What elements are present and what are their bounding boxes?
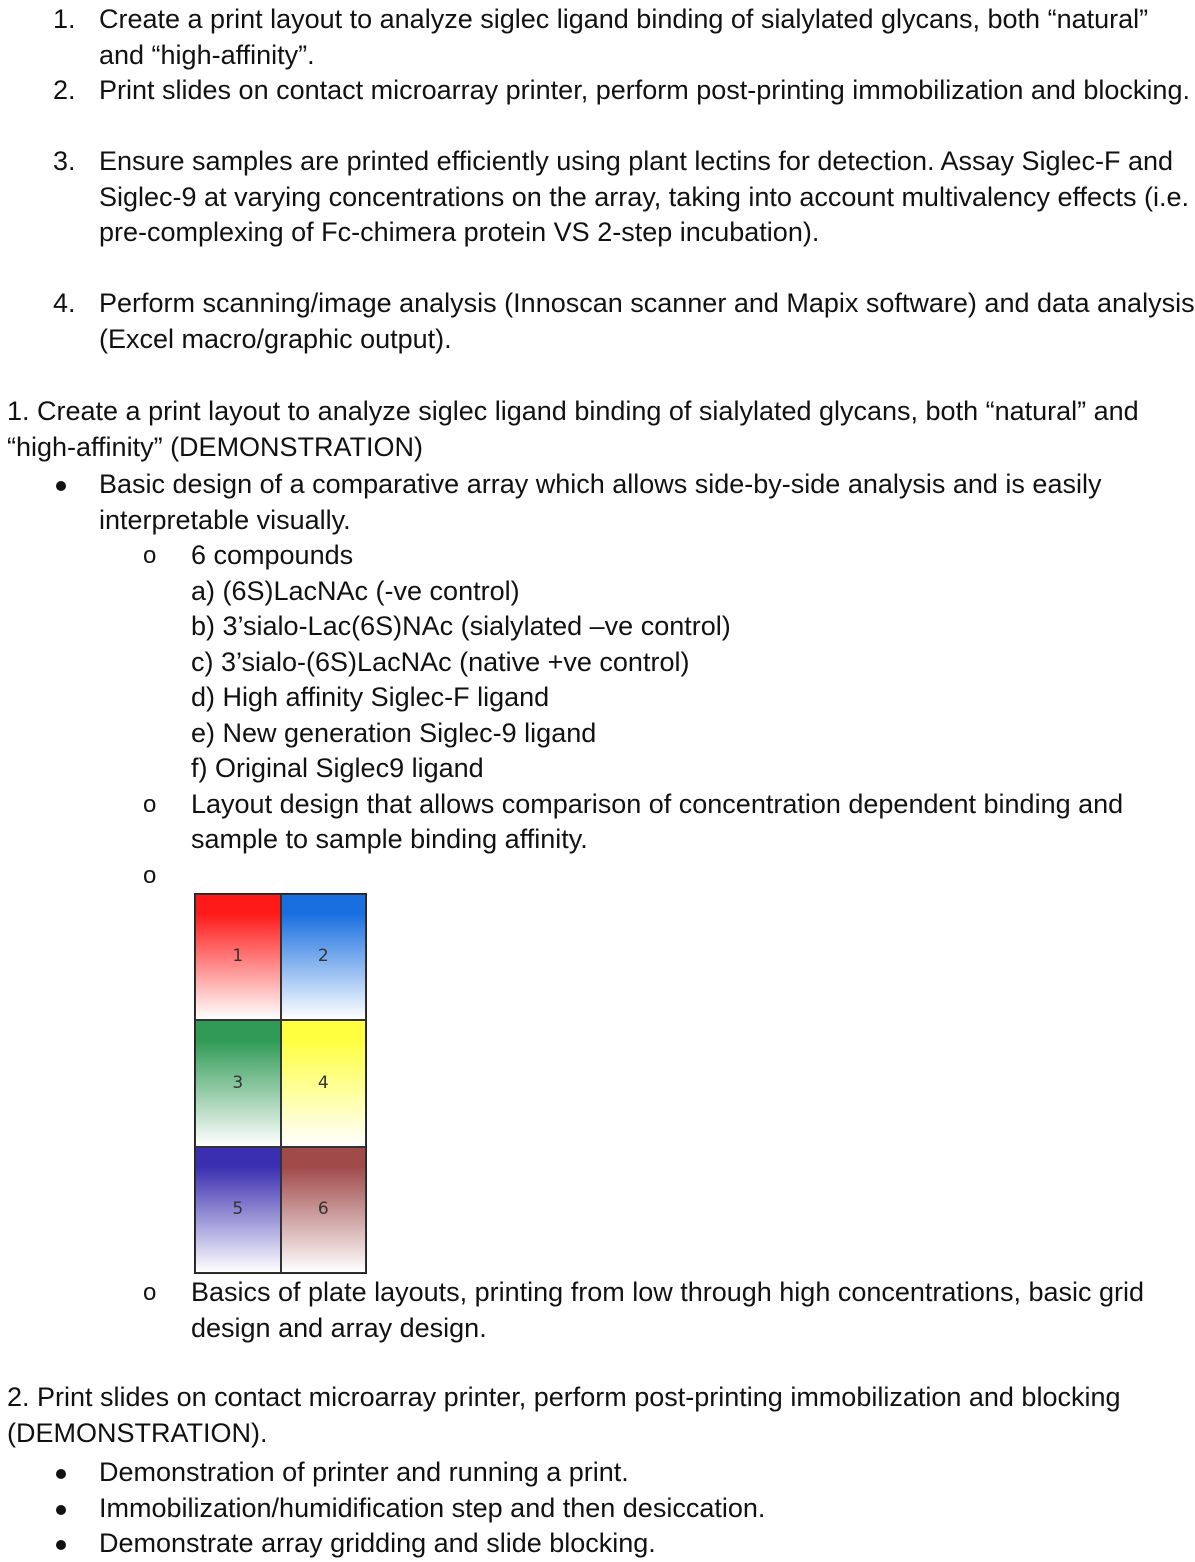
compound-item: c) 3’sialo-(6S)LacNAc (native +ve control) (191, 646, 690, 677)
sub-bullet-item (0, 1275, 1195, 1346)
grid-cell (195, 894, 281, 1020)
sub-bullet-item (0, 538, 1195, 574)
section1-basics (0, 1275, 1195, 1346)
sub-bullet-marker: o (143, 542, 157, 569)
basics-text: Basics of plate layouts, printing from low through high concentrations, basic grid design and array design. (191, 1277, 1145, 1343)
item-number: 1. (53, 4, 76, 34)
sub-bullet-marker: o (143, 861, 157, 889)
overview-item (0, 286, 1195, 357)
item-number: 3. (53, 146, 76, 176)
grid-cell (195, 1020, 281, 1146)
sub-bullet-item (0, 858, 1195, 894)
grid-cell-label: 2 (317, 946, 329, 967)
bullet-dot (56, 1469, 66, 1479)
bullet-text: Demonstration of printer and running a print. (99, 1457, 629, 1487)
array-layout-grid (194, 893, 367, 1274)
bullet-item (0, 1455, 1195, 1491)
grid-cell-label: 5 (232, 1199, 244, 1220)
grid-cell-label: 6 (317, 1199, 329, 1220)
overview-item (0, 2, 1195, 73)
bullet-item (0, 467, 1195, 538)
compounds-label: 6 compounds (191, 540, 354, 570)
sub-bullet-marker: o (143, 790, 157, 818)
overview-item (0, 73, 1195, 144)
bullet-dot (56, 1540, 66, 1550)
overview-list (0, 2, 1195, 357)
item-number: 2. (53, 75, 76, 105)
item-text: Create a print layout to analyze siglec ligand binding of sialylated glycans, both “natural” and “high-affinity”. (99, 4, 1149, 70)
section2-body (0, 1455, 1195, 1562)
item-text: Ensure samples are printed efficiently using plant lectins for detection. Assay Siglec-F and Siglec-9 at varying concentrations on the array, taking into account multivalency effects (i.e. pre-complexing of Fc-chimera protein VS 2-step incubation). (99, 146, 1190, 247)
section1-heading: 1. Create a print layout to analyze siglec ligand binding of sialylated glycans, both “natural” and “high-affinity” (DEMONSTRATION) (7, 396, 1139, 462)
compound-item: d) High affinity Siglec-F ligand (191, 682, 550, 712)
item-text: Perform scanning/image analysis (Innoscan scanner and Mapix software) and data analysis (Excel macro/graphic output). (99, 288, 1195, 354)
bullet-text: Immobilization/humidification step and then desiccation. (99, 1492, 766, 1523)
bullet-dot (56, 1505, 66, 1515)
compound-item: e) New generation Siglec-9 ligand (191, 717, 597, 748)
layout-text: Layout design that allows comparison of concentration dependent binding and sample to sample binding affinity. (191, 788, 1124, 854)
grid-cell (281, 894, 367, 1020)
grid-cell-label: 3 (232, 1072, 244, 1093)
bullet-item (0, 1491, 1195, 1527)
item-text: Print slides on contact microarray printer, perform post-printing immobilization and blocking. (99, 75, 1190, 105)
bullet-text: Demonstrate array gridding and slide blocking. (99, 1528, 656, 1558)
sub-bullet-item (0, 787, 1195, 858)
compound-item: b) 3’sialo-Lac(6S)NAc (sialylated –ve control) (191, 611, 731, 641)
section2-heading: 2. Print slides on contact microarray printer, perform post-printing immobilization and blocking (DEMONSTRATION). (7, 1382, 1121, 1448)
compound-item: a) (6S)LacNAc (-ve control) (191, 575, 520, 606)
grid-cell (195, 1147, 281, 1273)
bullet-dot (56, 481, 66, 491)
bullet-item (0, 1526, 1195, 1562)
grid-cell (281, 1020, 367, 1146)
grid-cell (281, 1147, 367, 1273)
bullet-text: Basic design of a comparative array which allows side-by-side analysis and is easily interpretable visually. (99, 469, 1102, 535)
compound-item: f) Original Siglec9 ligand (191, 753, 484, 783)
grid-cell-label: 4 (317, 1072, 329, 1093)
grid-cell-label: 1 (232, 946, 244, 967)
overview-item (0, 144, 1195, 286)
section1-body (0, 467, 1195, 894)
sub-bullet-marker: o (143, 1279, 157, 1306)
item-number: 4. (53, 288, 76, 318)
